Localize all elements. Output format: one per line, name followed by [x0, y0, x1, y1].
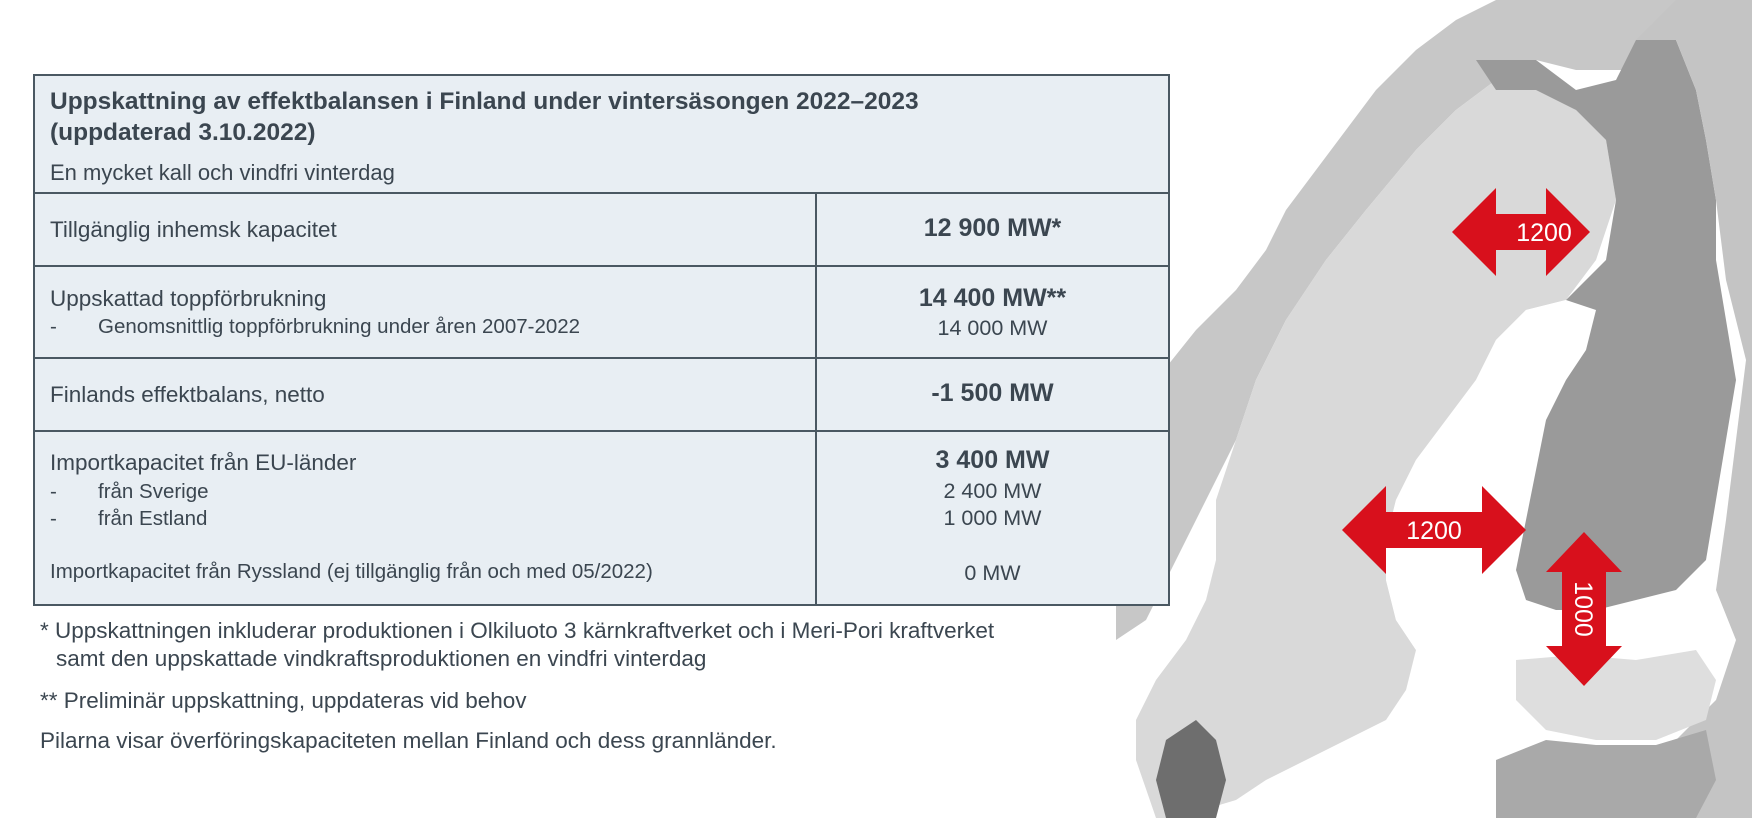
import-label: Importkapacitet från EU-länder	[50, 450, 357, 475]
footnote-2: ** Preliminär uppskattning, uppdateras vid behov	[40, 688, 527, 713]
table-row-balance	[35, 359, 1168, 432]
svg-text:1000: 1000	[1569, 581, 1597, 637]
import-estonia-row	[50, 507, 207, 531]
dash: -	[50, 507, 57, 530]
capacity-label: Tillgänglig inhemsk kapacitet	[50, 217, 337, 242]
peak-sub-row	[50, 315, 580, 339]
dash: -	[50, 480, 57, 503]
peak-sub-value: 14 000 MW	[937, 316, 1048, 340]
table-title	[50, 86, 1154, 148]
import-russia-value: 0 MW	[964, 561, 1021, 585]
svg-text:1200: 1200	[1406, 517, 1462, 545]
balance-value: -1 500 MW	[931, 379, 1054, 407]
table-row-capacity	[35, 194, 1168, 267]
peak-value: 14 400 MW**	[918, 284, 1067, 312]
import-sweden-value: 2 400 MW	[943, 479, 1042, 503]
dash: -	[50, 315, 57, 338]
import-sweden-label: från Sverige	[98, 480, 209, 503]
import-sweden-row	[50, 480, 209, 504]
latvia-region	[1496, 730, 1716, 818]
footnote-1-line1: * Uppskattningen inkluderar produktionen i Olkiluoto 3 kärnkraftverket och i Meri-Pori kraftverket	[40, 618, 995, 643]
peak-sub-label: Genomsnittlig toppförbrukning under åren 2007-2022	[98, 315, 581, 338]
import-estonia-value: 1 000 MW	[943, 506, 1042, 530]
table-title-line2: (uppdaterad 3.10.2022)	[50, 119, 316, 146]
import-value: 3 400 MW	[935, 446, 1050, 474]
capacity-value: 12 900 MW*	[923, 214, 1062, 242]
import-russia-label: Importkapacitet från Ryssland (ej tillgänglig från och med 05/2022)	[50, 560, 653, 583]
import-estonia-label: från Estland	[98, 507, 208, 530]
table-subtitle: En mycket kall och vindfri vinterdag	[50, 160, 395, 185]
table-header	[35, 76, 1168, 194]
peak-label: Uppskattad toppförbrukning	[50, 286, 327, 311]
power-balance-table	[33, 74, 1170, 606]
footnote-1-line2: samt den uppskattade vindkraftsproduktionen en vindfri vinterdag	[56, 646, 707, 671]
table-row-peak	[35, 267, 1168, 359]
footnote-3: Pilarna visar överföringskapaciteten mellan Finland och dess grannländer.	[40, 728, 777, 753]
svg-text:1200: 1200	[1516, 219, 1572, 247]
balance-label: Finlands effektbalans, netto	[50, 382, 325, 407]
table-title-line1: Uppskattning av effektbalansen i Finland under vintersäsongen 2022–2023	[50, 88, 919, 115]
table-row-import	[35, 432, 1168, 604]
nordic-map	[1116, 0, 1752, 818]
estonia-region	[1516, 650, 1716, 740]
